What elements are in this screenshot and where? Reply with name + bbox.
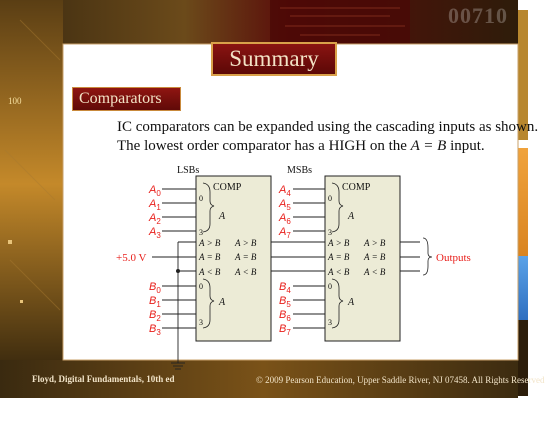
group-a-label: A bbox=[219, 211, 226, 222]
footer-citation: Floyd, Digital Fundamentals, 10th ed bbox=[32, 374, 175, 384]
pin-0-label: 0 bbox=[328, 282, 332, 291]
cascade-in-eq-lsb: A = B bbox=[199, 252, 221, 262]
lsb-label: LSBs bbox=[177, 165, 200, 176]
vcc-label: +5.0 V bbox=[116, 252, 147, 264]
pin-3-label: 3 bbox=[199, 228, 203, 237]
pin-0-label: 0 bbox=[328, 194, 332, 203]
corner-number: 100 bbox=[8, 96, 22, 106]
input-a1: $A_1$ bbox=[149, 198, 161, 212]
paragraph-line-1: IC comparators can be expanded using the cascading inputs as shown. bbox=[117, 119, 539, 135]
cascade-in-gt-lsb: A > B bbox=[199, 238, 221, 248]
input-a4: $A_4$ bbox=[279, 184, 291, 198]
input-b1: $B_1$ bbox=[149, 295, 161, 309]
cascade-out-lt-msb: A < B bbox=[364, 267, 386, 277]
input-a5: $A_5$ bbox=[279, 198, 291, 212]
input-b3: $B_3$ bbox=[149, 323, 161, 337]
pin-3-label: 3 bbox=[199, 318, 203, 327]
pin-3-label: 3 bbox=[328, 318, 332, 327]
cascade-in-lt-msb: A < B bbox=[328, 267, 350, 277]
group-a-label: A bbox=[348, 211, 355, 222]
msb-label: MSBs bbox=[287, 165, 313, 176]
cascade-in-eq-msb: A = B bbox=[328, 252, 350, 262]
comp-label-lsb: COMP bbox=[213, 182, 242, 193]
paragraph-line-2-pre: The lowest order comparator has a HIGH on the bbox=[117, 138, 411, 154]
input-b0: $B_0$ bbox=[149, 281, 161, 295]
cascade-in-gt-msb: A > B bbox=[328, 238, 350, 248]
pin-0-label: 0 bbox=[199, 282, 203, 291]
outputs-brace bbox=[423, 238, 432, 275]
input-b2: $B_2$ bbox=[149, 309, 161, 323]
input-a0: $A_0$ bbox=[149, 184, 161, 198]
section-heading: Comparators bbox=[72, 87, 181, 111]
input-a7: $A_7$ bbox=[279, 226, 291, 240]
group-b-label: A bbox=[348, 297, 355, 308]
page-title: Summary bbox=[211, 42, 337, 76]
input-b6: $B_6$ bbox=[279, 309, 291, 323]
input-a2: $A_2$ bbox=[149, 212, 161, 226]
input-b7: $B_7$ bbox=[279, 323, 291, 337]
footer-copyright: © 2009 Pearson Education, Upper Saddle River, NJ 07458. All Rights Reserved bbox=[256, 375, 545, 385]
input-a6: $A_6$ bbox=[279, 212, 291, 226]
cascade-out-lt-lsb: A < B bbox=[235, 267, 257, 277]
pin-0-label: 0 bbox=[199, 194, 203, 203]
input-a3: $A_3$ bbox=[149, 226, 161, 240]
cascade-out-eq-lsb: A = B bbox=[235, 252, 257, 262]
cascade-out-gt-msb: A > B bbox=[364, 238, 386, 248]
group-b-label: A bbox=[219, 297, 226, 308]
cascade-in-lt-lsb: A < B bbox=[199, 267, 221, 277]
input-b4: $B_4$ bbox=[279, 281, 291, 295]
cascade-out-eq-msb: A = B bbox=[364, 252, 386, 262]
junction-dot bbox=[176, 269, 180, 273]
input-b5: $B_5$ bbox=[279, 295, 291, 309]
ornament-digits: 00710 bbox=[448, 3, 508, 28]
paragraph-line-2-math: A = B bbox=[410, 138, 447, 154]
paragraph-line-2-post: input. bbox=[446, 138, 485, 154]
pin-3-label: 3 bbox=[328, 228, 332, 237]
cascade-out-gt-lsb: A > B bbox=[235, 238, 257, 248]
comp-label-msb: COMP bbox=[342, 182, 371, 193]
outputs-label: Outputs bbox=[436, 252, 471, 264]
